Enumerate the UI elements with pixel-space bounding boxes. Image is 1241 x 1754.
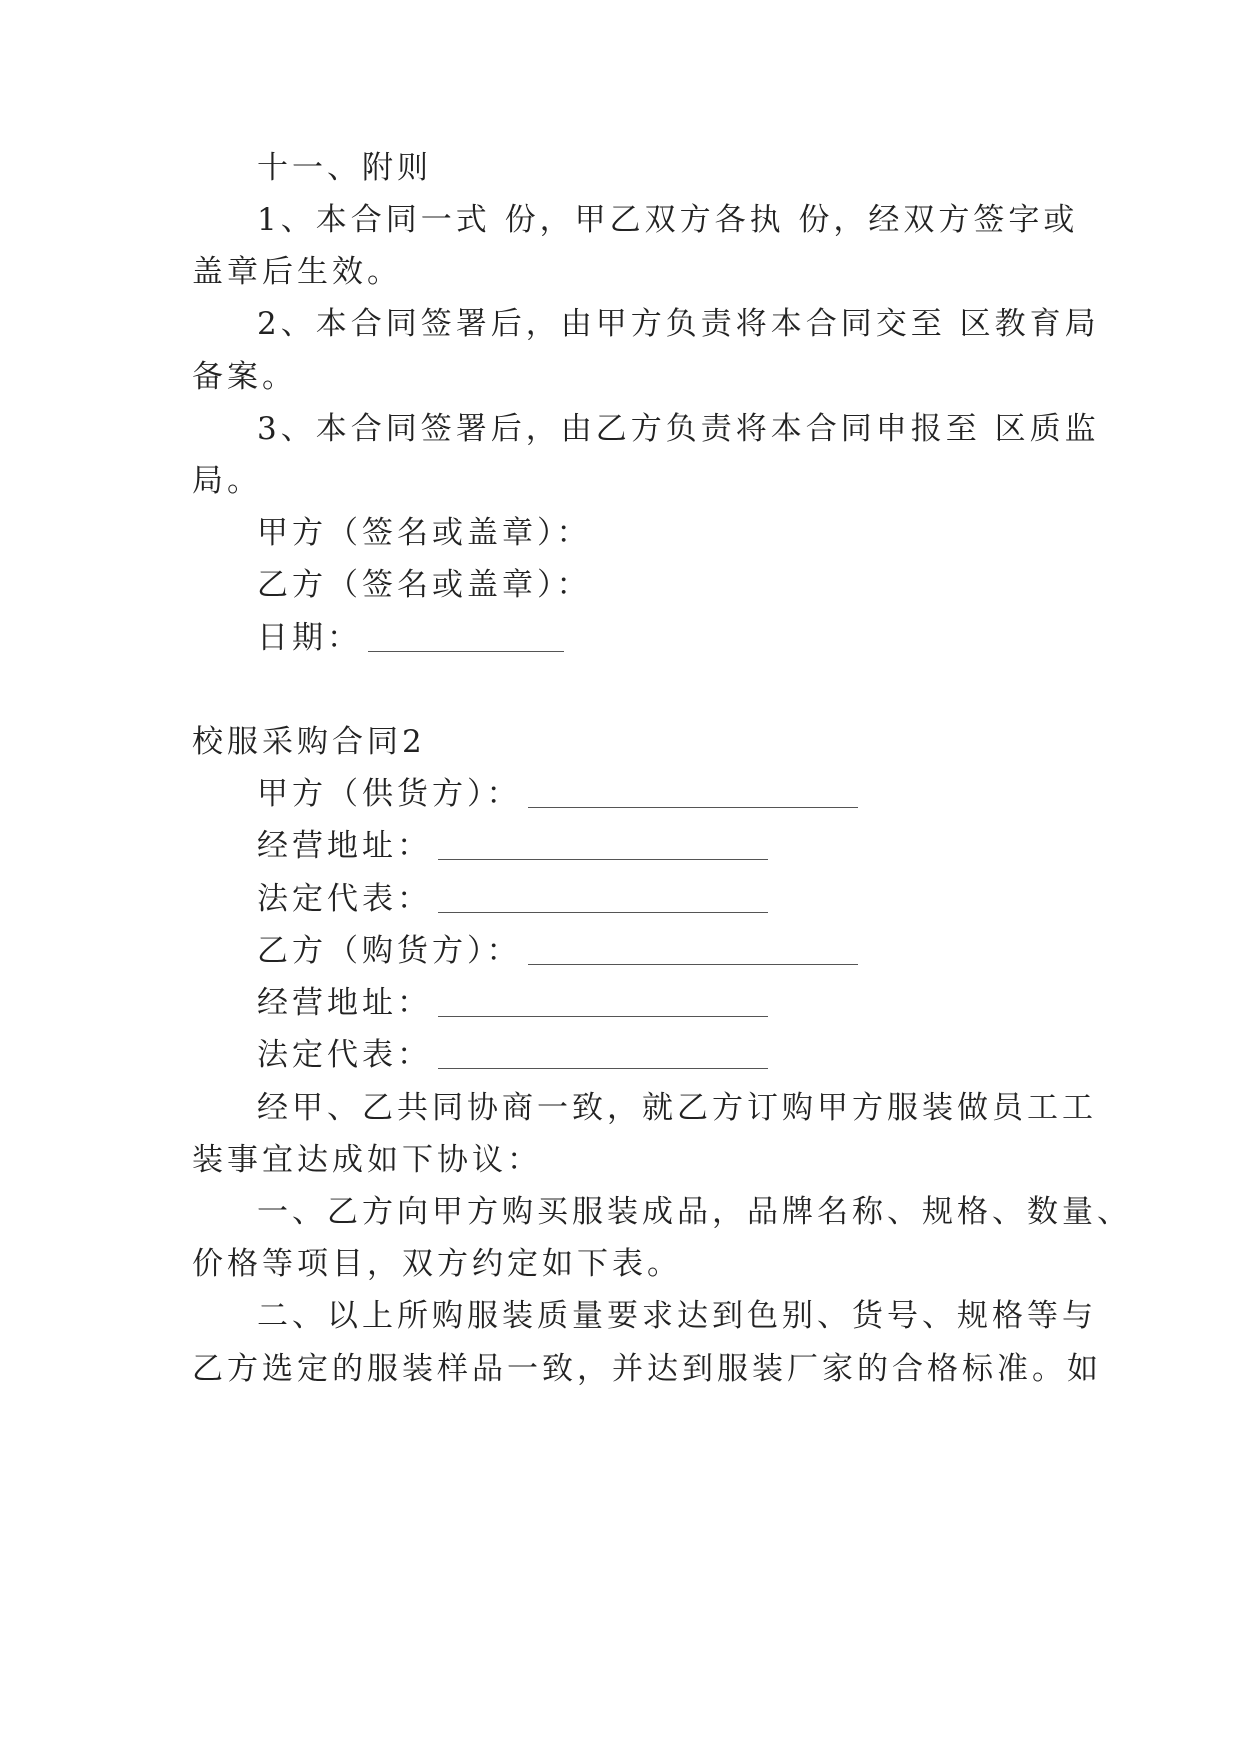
section-heading: 十一、附则 — [257, 150, 432, 186]
contract-2-title: 校服采购合同2 — [192, 724, 426, 760]
item-1-line-2: 价格等项目，双方约定如下表。 — [192, 1246, 682, 1282]
date-line — [257, 618, 564, 658]
supplier-address-label: 经营地址： — [257, 828, 432, 864]
clause-1-line-1: 1、本合同一式 份，甲乙双方各执 份，经双方签字或 — [257, 202, 1079, 238]
supplier-address-blank — [438, 858, 768, 860]
item-1-line-1: 一、乙方向甲方购买服装成品，品牌名称、规格、数量、 — [257, 1194, 1132, 1230]
buyer-blank — [528, 963, 858, 965]
intro-line-2: 装事宜达成如下协议： — [192, 1142, 542, 1178]
party-a-signature-label: 甲方（签名或盖章）： — [257, 515, 592, 551]
supplier-line — [257, 774, 858, 814]
clause-2-line-2: 备案。 — [192, 359, 297, 395]
buyer-line — [257, 931, 858, 971]
buyer-address-line — [257, 983, 768, 1023]
supplier-address-line — [257, 826, 768, 866]
clause-2-line-1: 2、本合同签署后，由甲方负责将本合同交至 区教育局 — [257, 306, 1100, 342]
item-2-line-1: 二、以上所购服装质量要求达到色别、货号、规格等与 — [257, 1298, 1097, 1334]
supplier-label: 甲方（供货方）： — [257, 776, 522, 812]
date-blank — [368, 650, 564, 652]
date-label: 日期： — [257, 620, 362, 656]
supplier-rep-blank — [438, 911, 768, 913]
item-2-line-2: 乙方选定的服装样品一致，并达到服装厂家的合格标准。如 — [192, 1351, 1102, 1387]
party-b-signature-label: 乙方（签名或盖章）： — [257, 567, 592, 603]
clause-1-line-2: 盖章后生效。 — [192, 254, 402, 290]
buyer-address-label: 经营地址： — [257, 985, 432, 1021]
buyer-rep-blank — [438, 1067, 768, 1069]
buyer-address-blank — [438, 1015, 768, 1017]
intro-line-1: 经甲、乙共同协商一致，就乙方订购甲方服装做员工工 — [257, 1090, 1097, 1126]
buyer-rep-line — [257, 1035, 768, 1075]
buyer-label: 乙方（购货方）： — [257, 933, 522, 969]
clause-3-line-1: 3、本合同签署后，由乙方负责将本合同申报至 区质监 — [257, 411, 1100, 447]
clause-3-line-2: 局。 — [192, 463, 262, 499]
supplier-rep-label: 法定代表： — [257, 881, 432, 917]
supplier-blank — [528, 806, 858, 808]
buyer-rep-label: 法定代表： — [257, 1037, 432, 1073]
supplier-rep-line — [257, 879, 768, 919]
